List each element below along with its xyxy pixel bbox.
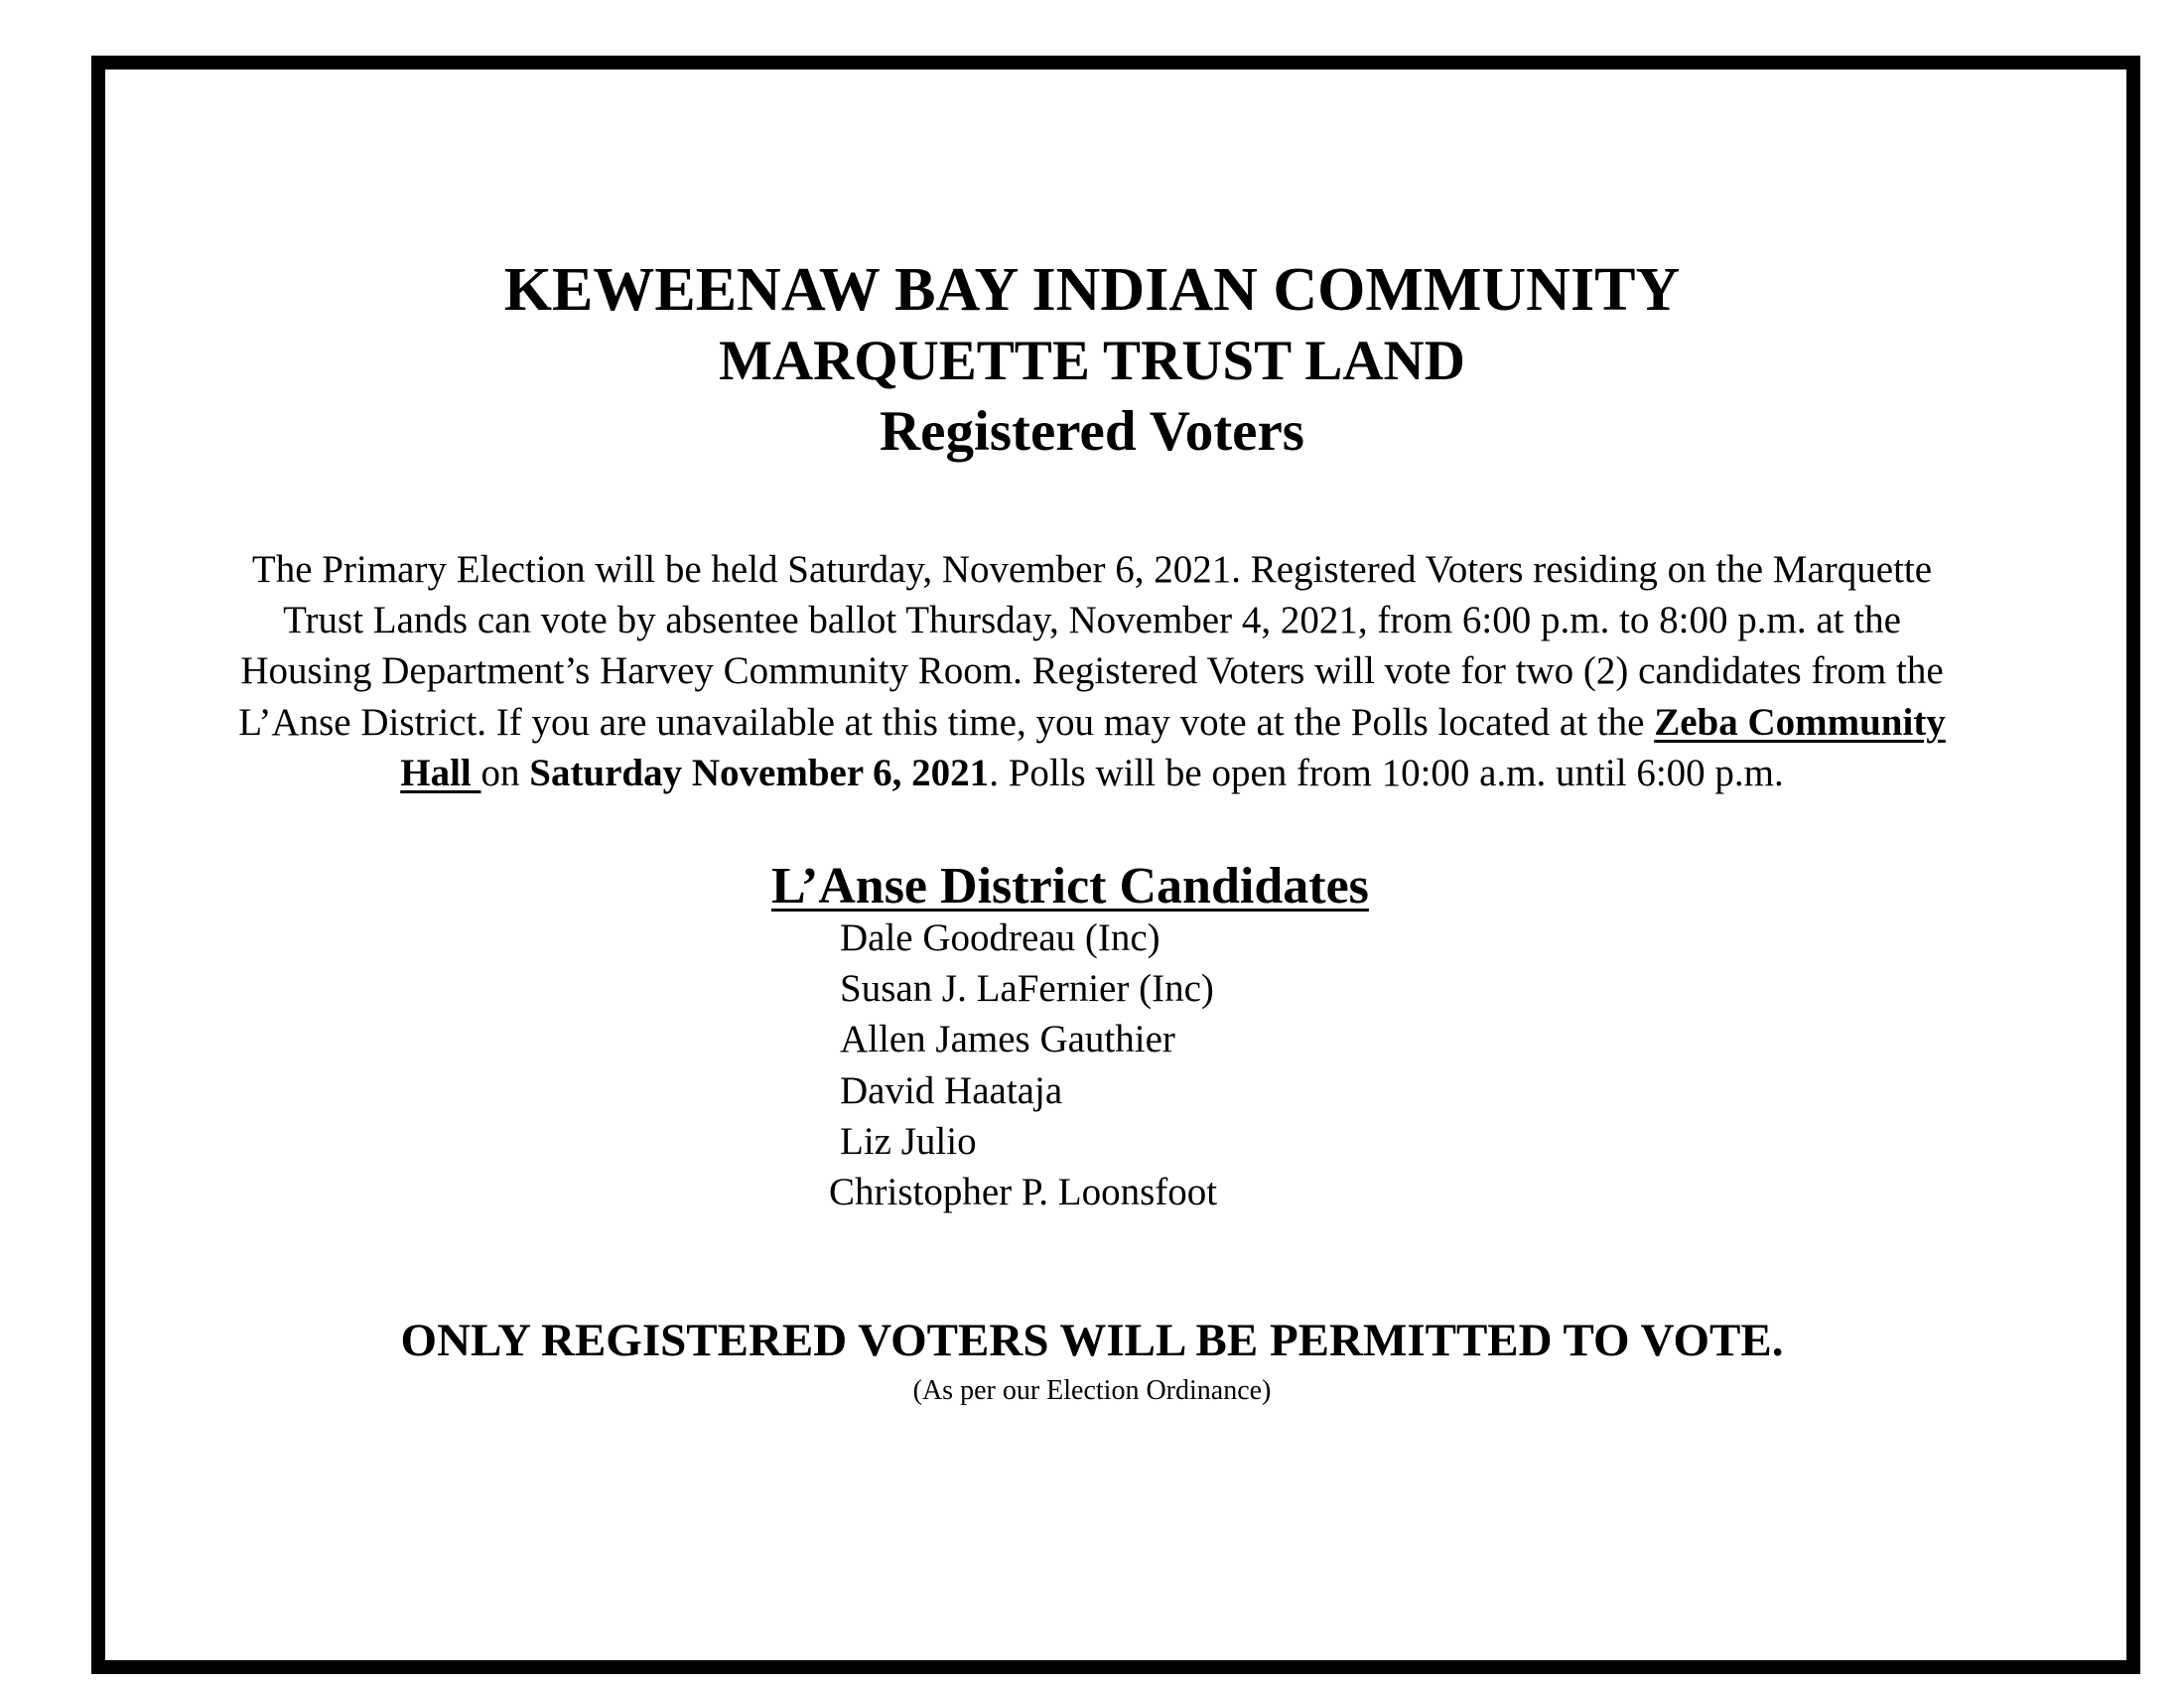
candidate-item: David Haataja <box>840 1069 1063 1112</box>
paragraph-line: The Primary Election will be held Saturday, November 6, 2021. Registered Voters residing on the Marquette <box>251 548 1933 591</box>
candidate-item: Christopher P. Loonsfoot <box>829 1171 1218 1213</box>
polls-location: Zeba Community <box>1654 701 1946 744</box>
voting-notice: ONLY REGISTERED VOTERS WILL BE PERMITTED TO VOTE. <box>400 1315 1784 1366</box>
ordinance-note: (As per our Election Ordinance) <box>912 1375 1272 1406</box>
paragraph-text: . Polls will be open from 10:00 a.m. until 6:00 p.m. <box>989 752 1784 794</box>
community-title: KEWEENAW BAY INDIAN COMMUNITY <box>503 256 1681 324</box>
trust-land-subtitle: MARQUETTE TRUST LAND <box>719 330 1465 392</box>
paragraph-line: Trust Lands can vote by absentee ballot Thursday, November 4, 2021, from 6:00 p.m. to 8:00 p.m. at the <box>283 599 1901 641</box>
candidates-heading: L’Anse District Candidates <box>771 858 1369 914</box>
polls-location-cont: Hall <box>400 752 481 794</box>
registered-voters-heading: Registered Voters <box>880 400 1304 463</box>
candidate-item: Allen James Gauthier <box>840 1018 1175 1060</box>
paragraph-line <box>0 750 2184 797</box>
paragraph-text: on <box>480 752 530 794</box>
paragraph-line: Housing Department’s Harvey Community Room. Registered Voters will vote for two (2) candidates from the <box>240 649 1944 692</box>
candidate-item: Liz Julio <box>840 1120 977 1163</box>
election-date: Saturday November 6, 2021 <box>529 752 990 794</box>
paragraph-line <box>0 699 2184 747</box>
candidate-item: Dale Goodreau (Inc) <box>840 916 1160 959</box>
paragraph-text: L’Anse District. If you are unavailable at this time, you may vote at the Polls located at the <box>238 701 1655 744</box>
candidate-item: Susan J. LaFernier (Inc) <box>840 967 1214 1010</box>
